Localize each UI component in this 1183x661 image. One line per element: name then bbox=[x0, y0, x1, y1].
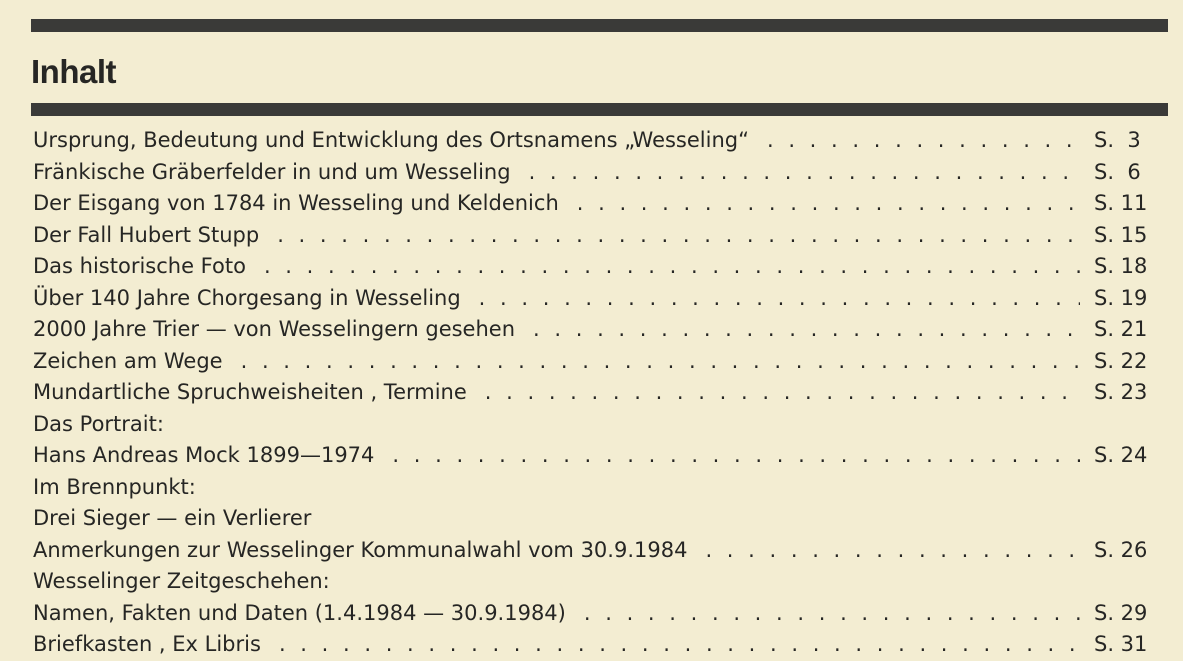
toc-entry bbox=[33, 598, 1160, 630]
dot-leader bbox=[767, 125, 1080, 157]
toc-entry-title: Das historische Foto bbox=[33, 254, 246, 278]
toc-entry bbox=[33, 535, 1160, 567]
dot-leader bbox=[705, 535, 1080, 567]
toc-entry bbox=[33, 377, 1160, 409]
dot-leader bbox=[577, 188, 1080, 220]
toc-entry bbox=[33, 440, 1160, 472]
toc-entry bbox=[33, 220, 1160, 252]
toc-entry-title: Der Fall Hubert Stupp bbox=[33, 222, 260, 247]
toc-entry-page: S. 29 bbox=[1094, 600, 1148, 625]
toc-entry-page: S. 31 bbox=[1094, 632, 1148, 656]
toc-entry-page: S. 26 bbox=[1094, 537, 1148, 562]
toc-entry-title: Über 140 Jahre Chorgesang in Wesseling bbox=[33, 285, 461, 310]
dot-leader bbox=[277, 220, 1080, 252]
toc-entry bbox=[33, 629, 1160, 661]
toc-entry bbox=[33, 472, 1160, 504]
toc-entry bbox=[33, 566, 1160, 598]
toc-entry-title: Wesselinger Zeitgeschehen: bbox=[33, 569, 330, 593]
toc-entry-page: S. 23 bbox=[1094, 380, 1148, 404]
dot-leader bbox=[279, 629, 1080, 661]
toc-entry-page: S. 3 bbox=[1094, 128, 1141, 152]
dot-leader bbox=[584, 598, 1080, 630]
dot-leader bbox=[392, 440, 1080, 472]
dot-leader bbox=[533, 314, 1080, 346]
toc-entry-title: Das Portrait: bbox=[33, 411, 164, 436]
toc-entry-title: Briefkasten , Ex Libris bbox=[33, 632, 261, 656]
toc-entry-page: S. 22 bbox=[1094, 348, 1148, 373]
toc-entry-title: Ursprung, Bedeutung und Entwicklung des Ortsnamens „Wesseling“ bbox=[33, 128, 749, 152]
toc-entry bbox=[33, 346, 1160, 378]
toc-entry-page: S. 19 bbox=[1094, 285, 1148, 310]
toc-entry-title: Drei Sieger — ein Verlierer bbox=[33, 506, 312, 530]
toc-entry-title: Der Eisgang von 1784 in Wesseling und Keldenich bbox=[33, 191, 559, 215]
toc-entry bbox=[33, 314, 1160, 346]
toc-entry-page: S. 21 bbox=[1094, 317, 1148, 341]
toc-entry-page: S. 6 bbox=[1094, 159, 1141, 184]
dot-leader bbox=[241, 346, 1080, 378]
toc-entry-title: 2000 Jahre Trier — von Wesselingern gesehen bbox=[33, 317, 516, 341]
toc-entry-title: Hans Andreas Mock 1899—1974 bbox=[33, 443, 375, 467]
heading-rule bbox=[31, 103, 1168, 116]
toc-entry-page: S. 24 bbox=[1094, 443, 1148, 467]
dot-leader bbox=[479, 283, 1080, 315]
toc-entry bbox=[33, 409, 1160, 441]
toc-entry-title: Anmerkungen zur Wesselinger Kommunalwahl vom 30.9.1984 bbox=[33, 537, 688, 562]
toc-entry-title: Zeichen am Wege bbox=[33, 348, 223, 373]
toc-entry-title: Fränkische Gräberfelder in und um Wesseling bbox=[33, 159, 511, 184]
dot-leader bbox=[264, 251, 1080, 283]
toc-entry-title: Im Brennpunkt: bbox=[33, 474, 196, 499]
dot-leader bbox=[529, 157, 1080, 189]
table-of-contents bbox=[33, 125, 1160, 661]
toc-entry bbox=[33, 157, 1160, 189]
toc-entry-title: Namen, Fakten und Daten (1.4.1984 — 30.9.1984) bbox=[33, 600, 566, 625]
toc-entry-page: S. 15 bbox=[1094, 222, 1148, 247]
toc-entry bbox=[33, 251, 1160, 283]
toc-entry-page: S. 11 bbox=[1094, 191, 1148, 215]
toc-entry-title: Mundartliche Spruchweisheiten , Termine bbox=[33, 380, 467, 404]
toc-entry-page: S. 18 bbox=[1094, 254, 1148, 278]
toc-entry bbox=[33, 125, 1160, 157]
toc-entry bbox=[33, 188, 1160, 220]
toc-entry bbox=[33, 503, 1160, 535]
top-rule bbox=[31, 19, 1168, 32]
page-title: Inhalt bbox=[31, 53, 116, 90]
dot-leader bbox=[485, 377, 1080, 409]
toc-entry bbox=[33, 283, 1160, 315]
